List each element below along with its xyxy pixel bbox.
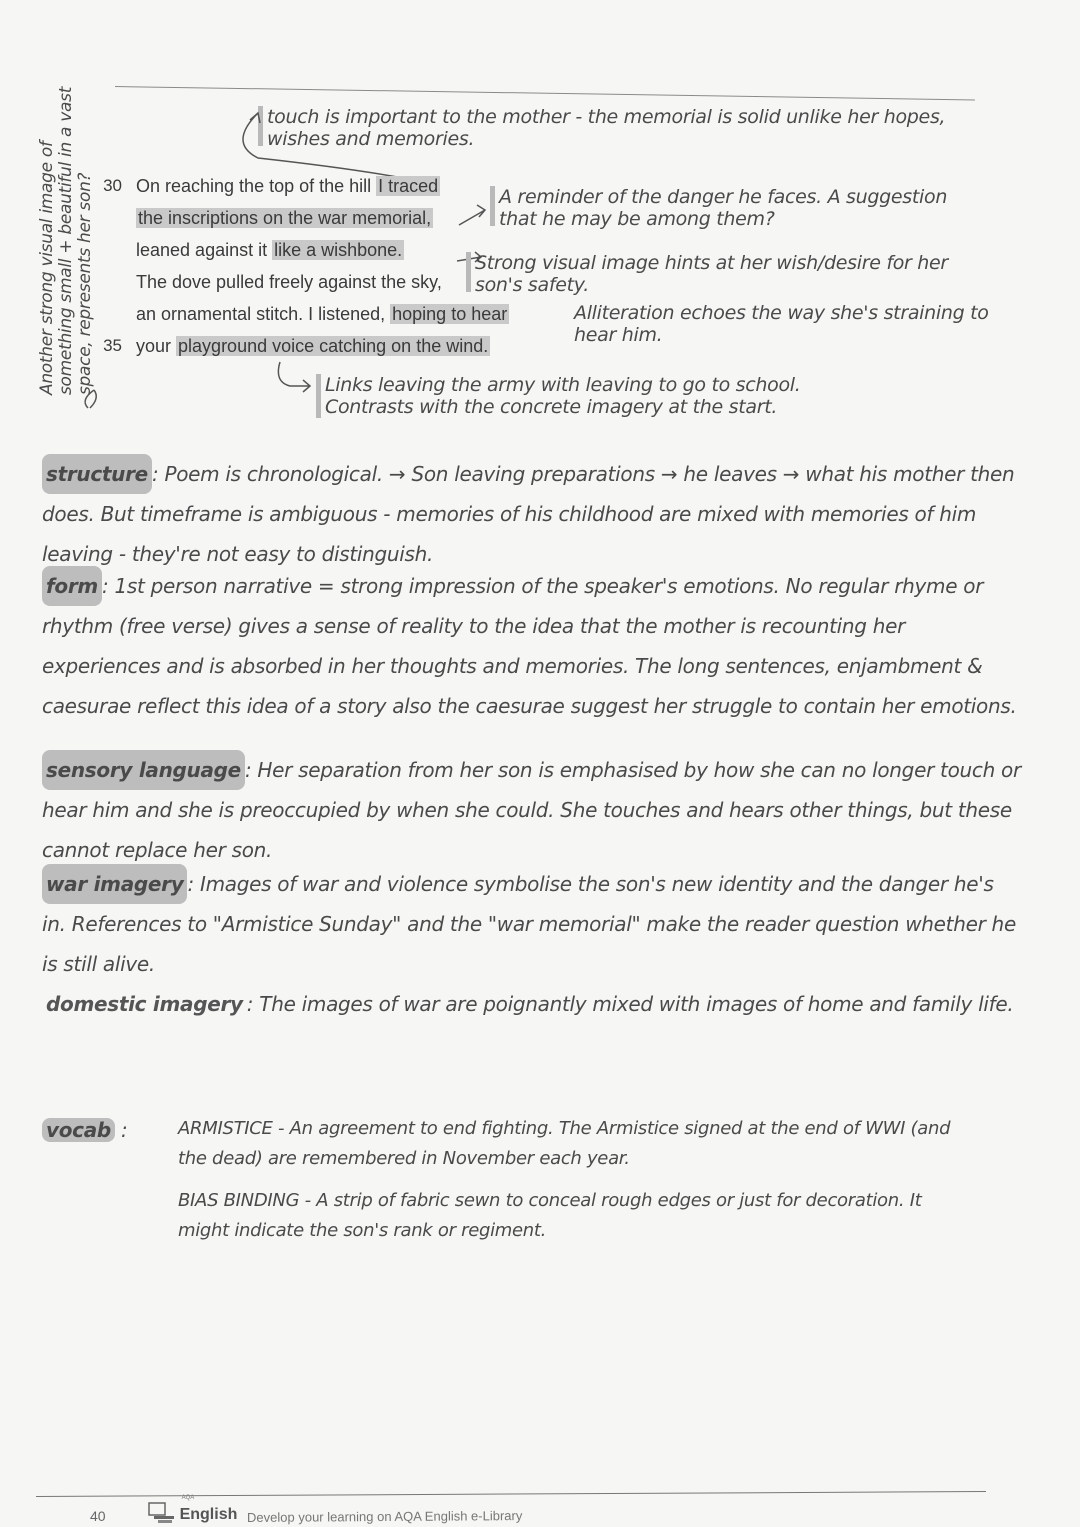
annotation-hoping: Alliteration echoes the way she's straining to hear him. [574, 302, 989, 346]
highlighted-phrase: the inscriptions on the war memorial, [138, 208, 432, 228]
section-heading: form [42, 566, 102, 606]
annotation-memorial: A reminder of the danger he faces. A suggestion that he may be among them? [490, 186, 990, 230]
annotation-playground: Links leaving the army with leaving to go to school. Contrasts with the concrete imagery at the start. [316, 374, 876, 418]
highlight-bar [466, 252, 471, 292]
section-heading: structure [42, 454, 152, 494]
vocab-entry-armistice: ARMISTICE - An agreement to end fighting. The Armistice signed at the end of WWI (and the dead) are remembered in November each year. [178, 1118, 951, 1169]
highlighted-phrase: hoping to hear [392, 304, 508, 324]
line-number: 35 [103, 336, 122, 355]
section-heading: sensory language [42, 750, 245, 790]
section-heading: domestic imagery [46, 992, 243, 1016]
bracket-arrow-icon [74, 70, 104, 410]
annotation-wishbone: Strong visual image hints at her wish/desire for her son's safety. [466, 252, 986, 296]
highlight-bar [490, 186, 495, 226]
margin-note: Another strong visual image of something small + beautiful in a vast space, represents her son? [37, 86, 95, 395]
vocab-entry-bias-binding: BIAS BINDING - A strip of fabric sewn to conceal rough edges or just for decoration. It might indicate the son's rank or regiment. [178, 1190, 922, 1241]
section-sensory-language: sensory language : Her separation from her son is emphasised by how she can no longer touch or hear him and she is preoccupied by when she could. She touches and hears other things, but these cannot replace her son. [42, 750, 1022, 870]
highlighted-phrase: playground voice catching on the wind. [178, 336, 489, 356]
highlighted-phrase: I traced [378, 176, 439, 196]
curved-arrow-icon [228, 108, 428, 183]
page-footer [90, 1495, 523, 1525]
page-number: 40 [90, 1508, 106, 1524]
top-annotation: touch is important to the mother - the memorial is solid unlike her hopes, wishes and memories. [258, 106, 978, 150]
highlight-bar [316, 374, 321, 418]
section-domestic-imagery: domestic imagery : The images of war are poignantly mixed with images of home and family life. [42, 984, 1022, 1024]
top-divider [115, 86, 975, 101]
hook-arrow-icon [270, 360, 320, 400]
highlighted-phrase: like a wishbone. [274, 240, 403, 260]
aqa-english-logo: AQA English [146, 1502, 238, 1524]
section-form: form : 1st person narrative = strong impression of the speaker's emotions. No regular rhyme or rhythm (free verse) gives a sense of reality to the idea that the mother is recounting her experiences and is absorbed in her thoughts and memories. The long sentences, enjambment & caesurae reflect this idea of a story also the caesurae suggest her struggle to contain her emotions. [42, 566, 1022, 726]
footer-divider [36, 1491, 986, 1497]
section-structure: structure : Poem is chronological. → Son leaving preparations → he leaves → what his mother then does. But timeframe is ambiguous - memories of his childhood are mixed with memories of him leaving - they're not easy to distinguish. [42, 454, 1022, 574]
line-number: 30 [103, 176, 122, 195]
section-war-imagery: war imagery : Images of war and violence symbolise the son's new identity and the danger he's in. References to "Armistice Sunday" and the "war memorial" make the reader question whether he is still alive. [42, 864, 1022, 984]
section-heading: war imagery [42, 864, 187, 904]
computer-icon [146, 1502, 176, 1524]
vocab-heading: vocab : [42, 1118, 127, 1142]
footer-tagline: Develop your learning on AQA English e-Library [247, 1508, 523, 1525]
